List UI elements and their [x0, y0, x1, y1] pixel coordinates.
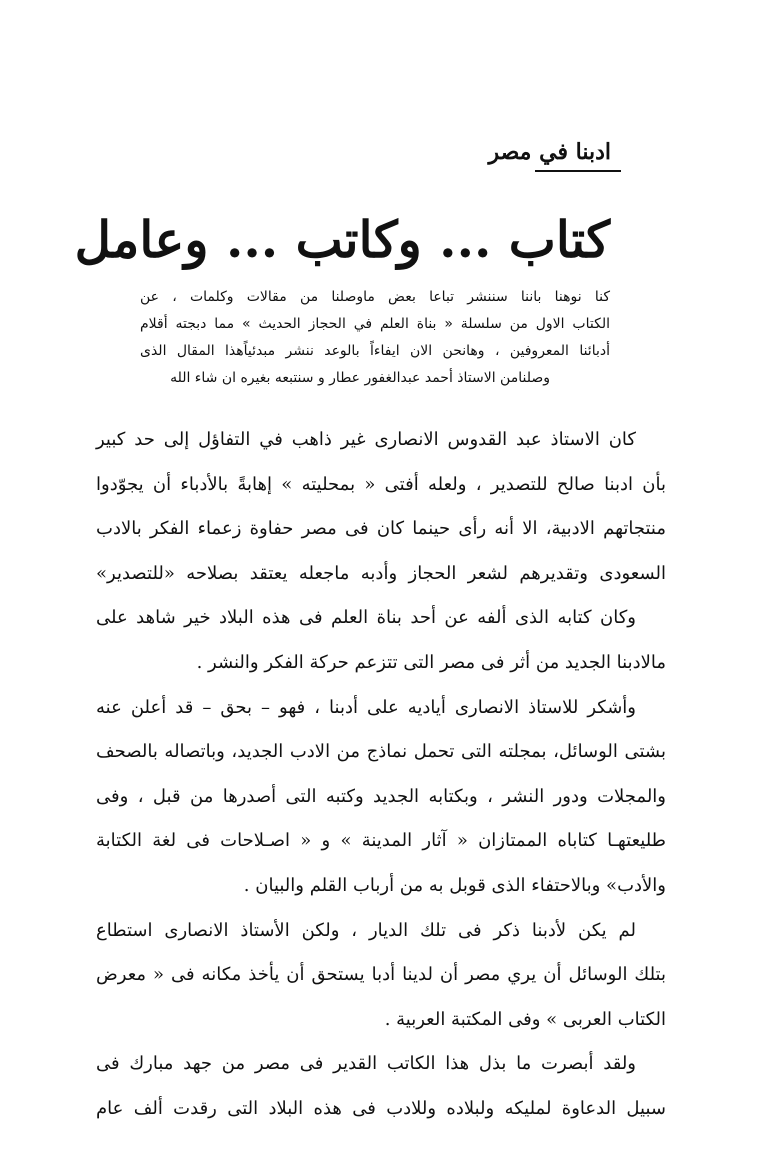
body-line: طليعتهـا كتاباه الممتازان « آثار المدينة » و « اصـلاحات فى لغة الكتابة: [96, 830, 666, 852]
body-line: مالادبنا الجديد من أثر فى مصر التى تتزعم حركة الفكر والنشر .: [196, 651, 666, 673]
article-body: [96, 418, 666, 1132]
body-line: سبيل الدعاوة لمليكه ولبلاده وللادب فى هذه البلاد التى رقدت ألف عام: [96, 1097, 666, 1119]
section-label: ادبنا في مصر: [488, 139, 611, 165]
editorial-intro: [140, 284, 610, 392]
section-underline: [535, 170, 621, 172]
body-line: منتجاتهم الادبية، الا أنه رأى حينما كان فى مصر حفاوة زعماء الفكر بالادب: [96, 518, 666, 540]
body-line: بتلك الوسائل أن يري مصر أن لدينا أدبا يستحق أن يأخذ مكانه فى « معرض: [96, 964, 666, 986]
body-line: لم يكن لأدبنا ذكر فى تلك الديار ، ولكن الأستاذ الانصارى استطاع: [96, 919, 636, 941]
body-line: وأشكر للاستاذ الانصارى أياديه على أدبنا ، فهو – بحق – قد أعلن عنه: [96, 696, 636, 718]
body-line: ولقد أبصرت ما بذل هذا الكاتب القدير فى مصر من جهد مبارك فى: [96, 1053, 636, 1075]
body-line: السعودى وتقديرهم لشعر الحجاز وأدبه ماجعله يعتقد بصلاحه «للتصدير»: [96, 562, 666, 584]
body-line: الكتاب العربى » وفى المكتبة العربية .: [384, 1008, 666, 1030]
intro-line: أدبائنا المعروفين ، وهانحن الان ايفاءاً بالوعد ننشر مبدئياًهذا المقال الذى: [140, 343, 610, 359]
article-headline: كتاب ... وكاتب ... وعامل: [74, 210, 610, 269]
body-line: وكان كتابه الذى ألفه عن أحد بناة العلم فى هذه البلاد خير شاهد على: [96, 607, 636, 629]
body-line: والمجلات ودور النشر ، وبكتابه الجديد وكتبه التى أصدرها من قبل ، وفى: [96, 785, 666, 807]
intro-line: الكتاب الاول من سلسلة « بناة العلم في الحجاز الحديث » مما دبجته أقلام: [140, 316, 610, 332]
body-line: بأن ادبنا صالح للتصدير ، ولعله أفتى « بمحليته » إهابةً بالأدباء أن يجوّدوا: [96, 473, 666, 495]
body-line: بشتى الوسائل، بمجلته التى تحمل نماذج من الادب الجديد، وباتصاله بالصحف: [96, 741, 666, 763]
body-line: والأدب» وبالاحتفاء الذى قوبل به من أرباب القلم والبيان .: [243, 874, 666, 896]
intro-line: وصلنامن الاستاذ أحمد عبدالغفور عطار و سنتبعه بغيره ان شاء الله: [170, 370, 550, 386]
body-line: كان الاستاذ عبد القدوس الانصارى غير ذاهب في التفاؤل إلى حد كبير: [96, 429, 636, 450]
intro-line: كنا نوهنا باننا سننشر تباعا بعض ماوصلنا من مقالات وكلمات ، عن: [140, 289, 610, 305]
